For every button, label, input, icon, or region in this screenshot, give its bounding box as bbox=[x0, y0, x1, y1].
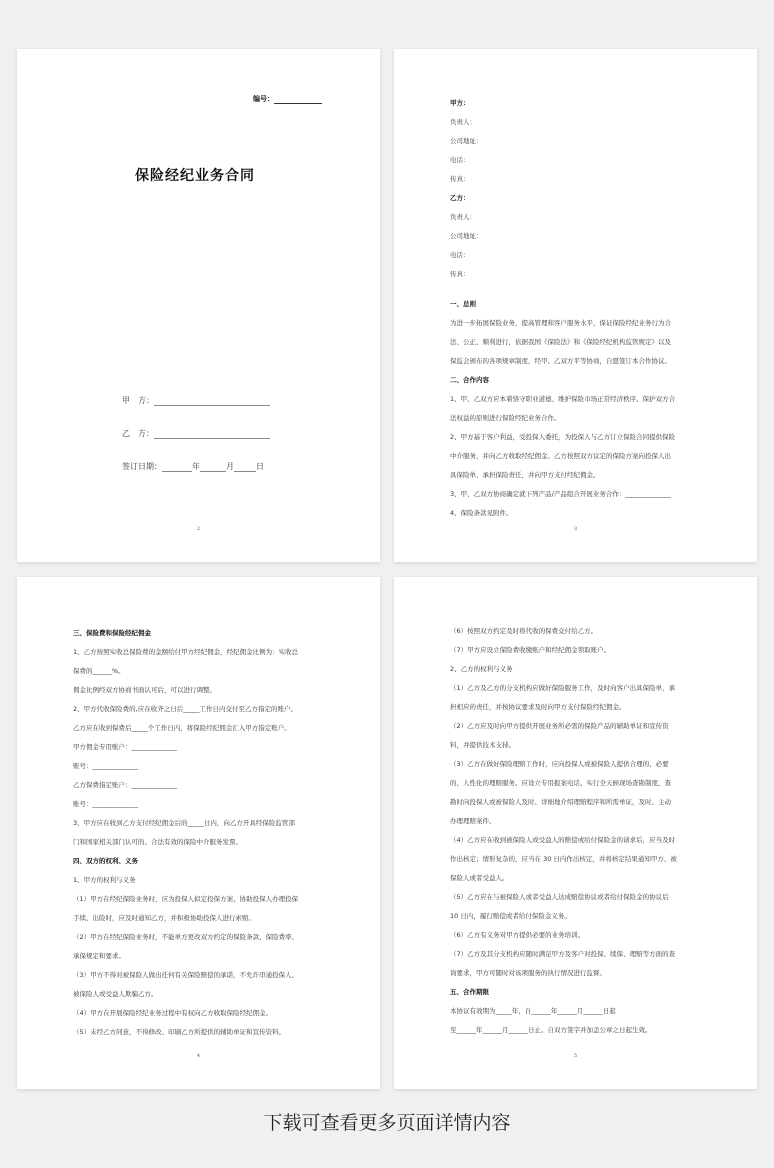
page-number: 5 bbox=[573, 1053, 578, 1059]
section-heading: 甲方： bbox=[450, 99, 470, 107]
text-line: 2、甲方代收保险费的,应在收齐之日后_____工作日内交付至乙方指定的账户。 bbox=[73, 705, 297, 713]
page-text-lines bbox=[450, 98, 712, 527]
text-line: 负责人： bbox=[450, 213, 476, 221]
contract-number-blank bbox=[274, 95, 322, 104]
text-line: 门和国家相关部门认可的、合法有效的保险中介服务发票。 bbox=[73, 838, 242, 846]
section-heading: 一、总则 bbox=[450, 300, 476, 308]
text-line: 1、甲、乙双方应本着恪守职业道德、维护保险市场正常经济秩序、保护双方合 bbox=[450, 395, 676, 403]
text-line: （1）甲方在经纪保险业务时，应为投保人拟定投保方案、协助投保人办理投保 bbox=[73, 895, 299, 903]
text-line: 甲方佣金专用账户：______________ bbox=[73, 743, 177, 751]
text-line: 10 日内，履行赔偿或者给付保险金义务。 bbox=[450, 912, 571, 920]
text-line: （4）甲方在开展保险经纪业务过程中有权向乙方收取保险经纪佣金。 bbox=[73, 1009, 273, 1017]
text-line: （1）乙方及乙方的分支机构应做好保险服务工作，及时向客户出具保险单，承 bbox=[450, 684, 676, 692]
text-line: 本协议有效期为_____年，自______年______月______日起 bbox=[450, 1007, 616, 1015]
text-line: （4）乙方应在收到被保险人或受益人的赔偿或给付保险金的请求后，应当及时 bbox=[450, 836, 676, 844]
page-text-lines bbox=[73, 628, 335, 1046]
sign-date-label: 签订日期： bbox=[122, 462, 162, 471]
text-line: 为进一步拓展保险业务，提高管理和客户服务水平，保证保险经纪业务行为合 bbox=[450, 319, 671, 327]
text-line: （5）未经乙方同意，不得修改、印刷乙方所提供的辅助单证和宣传资料。 bbox=[73, 1028, 286, 1036]
text-line: 乙方保费指定账户：______________ bbox=[73, 781, 177, 789]
sign-date-row bbox=[122, 461, 264, 472]
text-line: 传真： bbox=[450, 270, 470, 278]
text-line: 至______年______月______日止。自双方签字并加盖公章之日起生效。 bbox=[450, 1026, 652, 1034]
contract-number-label: 编号： bbox=[253, 95, 274, 103]
sign-date-day-blank bbox=[234, 462, 256, 472]
text-line: 负责人： bbox=[450, 118, 476, 126]
text-line: 法、公正、顺利进行，依据我国《保险法》和《保险经纪机构监管规定》以及 bbox=[450, 338, 671, 346]
text-line: 被保险人或受益人欺骗乙方。 bbox=[73, 990, 158, 998]
download-more-caption: 下载可查看更多页面详情内容 bbox=[263, 1112, 511, 1134]
text-line: 公司地址： bbox=[450, 232, 483, 240]
party-a-label: 甲 方： bbox=[122, 396, 154, 405]
text-line: 电话： bbox=[450, 251, 470, 259]
sign-date-year: 年 bbox=[192, 462, 200, 471]
section-heading: 乙方： bbox=[450, 194, 470, 202]
text-line: 账号：______________ bbox=[73, 762, 138, 770]
text-line: （2）甲方在经纪保险业务时，不能单方更改双方约定的保险条款、保险费率、 bbox=[73, 933, 299, 941]
text-line: 保险人或者受益人。 bbox=[450, 874, 509, 882]
contract-number-row bbox=[253, 94, 322, 104]
text-line: （3）甲方不得对被保险人做出任何有关保险赔偿的承诺，不允许串通投保人、 bbox=[73, 971, 299, 979]
cover-page bbox=[17, 49, 380, 562]
text-line: 中介服务，并向乙方收取经纪佣金。乙方按照双方议定的保险方案向投保人出 bbox=[450, 452, 671, 460]
text-line: 担相应的责任，并按协议要求及时向甲方支付保险经纪佣金。 bbox=[450, 703, 626, 711]
text-line: （6）乙方有义务对甲方提供必要的业务培训。 bbox=[450, 931, 585, 939]
text-line: 具保险单、承担保险责任，并向甲方支付经纪佣金。 bbox=[450, 471, 600, 479]
section-heading: 二、合作内容 bbox=[450, 376, 489, 384]
text-line: 账号：______________ bbox=[73, 800, 138, 808]
text-line: 乙方应在收到保费后_____个工作日内，将保险经纪佣金汇入甲方指定账户。 bbox=[73, 724, 291, 732]
party-b-label: 乙 方： bbox=[122, 429, 154, 438]
text-line: （7）甲方应设立保险费收缴账户和经纪佣金领取账户。 bbox=[450, 646, 611, 654]
page-fees-and-obligations bbox=[17, 577, 380, 1089]
page-number: 3 bbox=[573, 526, 578, 532]
text-line: 询要求，甲方可随时对该项服务的执行情况进行监督。 bbox=[450, 969, 606, 977]
text-line: 的、人性化的理赔服务。应设立专用报案电话，实行全天候现场查勘制度，查 bbox=[450, 779, 671, 787]
text-line: 承保规定和要求。 bbox=[73, 952, 125, 960]
text-line: 料，并提供技术支持。 bbox=[450, 741, 515, 749]
text-line: 电话： bbox=[450, 156, 470, 164]
text-line: 3、甲方应在收到乙方支付经纪佣金后的_____日内，向乙方开具经保险监管部 bbox=[73, 819, 295, 827]
sign-date-year-blank bbox=[162, 462, 192, 472]
text-line: 2、甲方基于客户利益，受投保人委托，为投保人与乙方订立保险合同提供保险 bbox=[450, 433, 676, 441]
page-text-lines bbox=[450, 626, 712, 1044]
sign-date-day: 日 bbox=[256, 462, 264, 471]
text-line: （6）按照双方约定及时将代收的保费交付给乙方。 bbox=[450, 627, 598, 635]
contract-title: 保险经纪业务合同 bbox=[135, 168, 255, 184]
sign-date-month-blank bbox=[200, 462, 226, 472]
section-heading: 四、双方的权利、义务 bbox=[73, 857, 138, 865]
text-line: 2、乙方的权利与义务 bbox=[450, 665, 513, 673]
text-line: （3）乙方在做好保险理赔工作时，应向投保人或被保险人提供合理的、必要 bbox=[450, 760, 669, 768]
text-line: 佣金比例经双方协商书面认可后，可以进行调整。 bbox=[73, 686, 216, 694]
text-line: 保监会颁布的各项规章制度，经甲、乙双方平等协商，自愿签订本合作协议。 bbox=[450, 357, 671, 365]
page-rights-and-term bbox=[394, 577, 757, 1089]
page-parties-and-terms bbox=[394, 49, 757, 562]
text-line: 1、乙方按照实收总保险费的金额给付甲方经纪佣金，经纪佣金比例为：实收总 bbox=[73, 648, 299, 656]
section-heading: 三、保险费和保险经纪佣金 bbox=[73, 629, 151, 637]
party-b-signature bbox=[122, 428, 270, 439]
party-b-blank bbox=[154, 429, 270, 439]
section-heading: 五、合作期限 bbox=[450, 988, 489, 996]
text-line: 1、甲方的权利与义务 bbox=[73, 876, 136, 884]
text-line: 办理理赔案件。 bbox=[450, 817, 496, 825]
party-a-signature bbox=[122, 395, 270, 406]
text-line: 传真： bbox=[450, 175, 470, 183]
text-line: （7）乙方及其分支机构应随时满足甲方及客户对投保、续保、理赔等方面的查 bbox=[450, 950, 676, 958]
page-number: 4 bbox=[196, 1053, 201, 1059]
text-line: 保费的______%。 bbox=[73, 667, 125, 675]
party-a-blank bbox=[154, 396, 270, 406]
text-line: （2）乙方应及时向甲方提供开展业务所必需的保险产品的辅助单证和宣传资 bbox=[450, 722, 669, 730]
text-line: （5）乙方应在与被保险人或者受益人达成赔偿协议或者给付保险金的协议后 bbox=[450, 893, 669, 901]
text-line: 勘时向投保人或被保险人及时、详细地介绍理赔程序和所需单证，及时、主动 bbox=[450, 798, 671, 806]
page-number: 2 bbox=[196, 526, 201, 532]
text-line: 法权益的原则进行保险经纪业务合作。 bbox=[450, 414, 561, 422]
text-line: 3、甲、乙双方协商确定就下列产品/产品组合开展业务合作：______________ bbox=[450, 490, 671, 498]
text-line: 公司地址： bbox=[450, 137, 483, 145]
text-line: 手续、出险时，应及时通知乙方，并积极协助投保人进行索赔。 bbox=[73, 914, 255, 922]
sign-date-month: 月 bbox=[226, 462, 234, 471]
text-line: 4、保险条款见附件。 bbox=[450, 509, 513, 517]
text-line: 作出核定；情形复杂的，应当在 30 日内作出核定，并将核定结果通知甲方、被 bbox=[450, 855, 677, 863]
